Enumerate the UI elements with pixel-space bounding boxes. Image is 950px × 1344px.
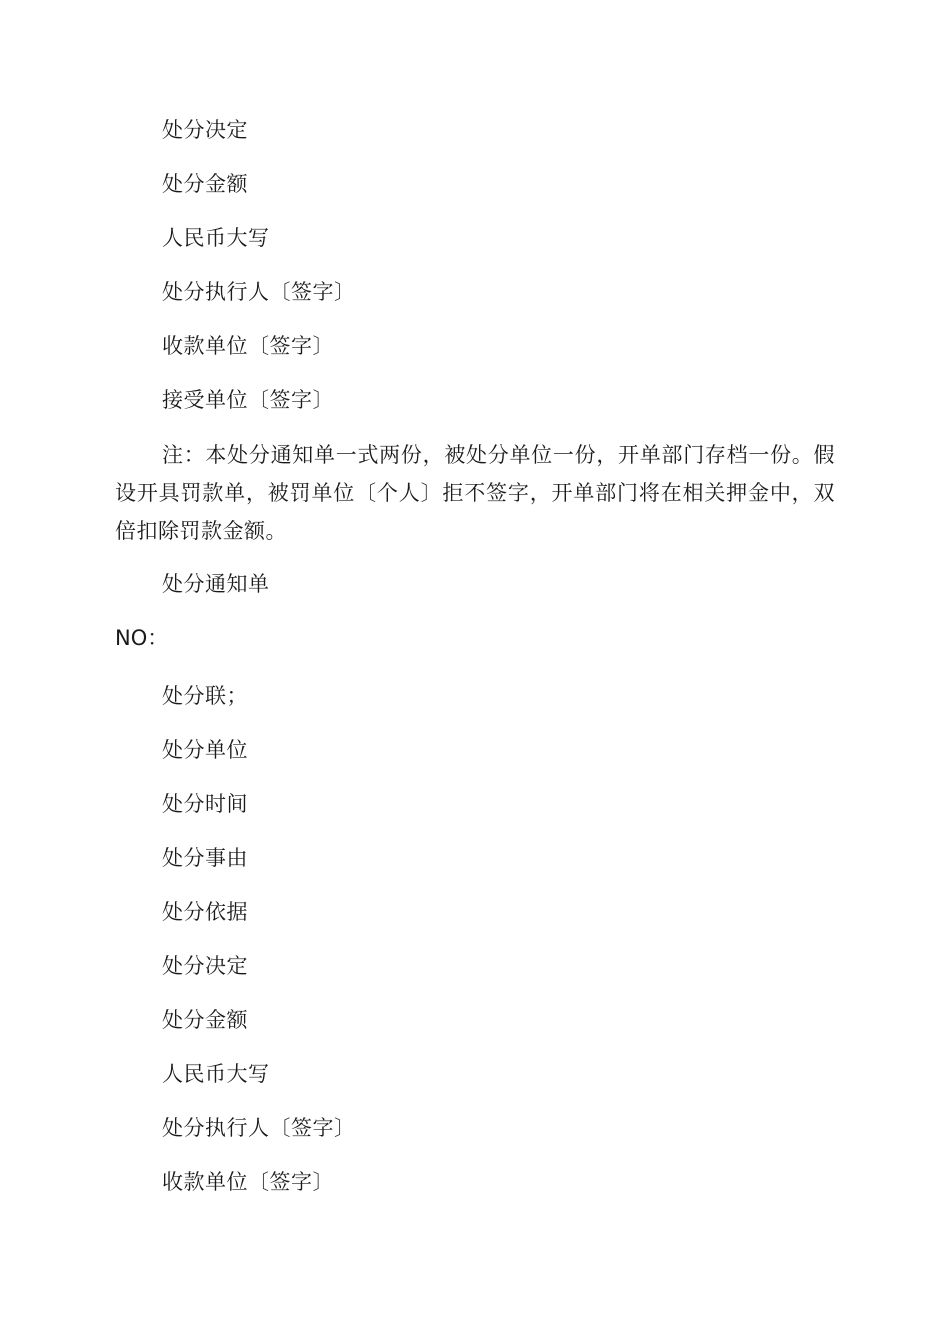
- field-label: 处分执行人〔签字〕: [162, 280, 356, 304]
- field-label: 处分金额: [162, 172, 248, 196]
- field-label: 处分依据: [162, 900, 248, 924]
- field-label: 处分决定: [162, 954, 248, 978]
- field-label: 人民币大写: [162, 226, 270, 250]
- field-label: 处分时间: [162, 792, 248, 816]
- field-label: 接受单位〔签字〕: [162, 388, 334, 412]
- note-paragraph: 注：本处分通知单一式两份，被处分单位一份，开单部门存档一份。假设开具罚款单，被罚单位〔个人〕拒不签字，开单部门将在相关押金中，双倍扣除罚款金额。: [115, 443, 835, 543]
- field-label: 收款单位〔签字〕: [162, 1170, 334, 1194]
- field-label: 处分金额: [162, 1008, 248, 1032]
- field-label: 处分单位: [162, 738, 248, 762]
- field-label: 处分联；: [162, 684, 248, 708]
- field-label: 收款单位〔签字〕: [162, 334, 334, 358]
- field-label: 处分决定: [162, 118, 248, 142]
- field-label: 人民币大写: [162, 1062, 270, 1086]
- field-label: 处分事由: [162, 846, 248, 870]
- number-label: NO：: [115, 626, 169, 650]
- form-title: 处分通知单: [162, 572, 270, 596]
- field-label: 处分执行人〔签字〕: [162, 1116, 356, 1140]
